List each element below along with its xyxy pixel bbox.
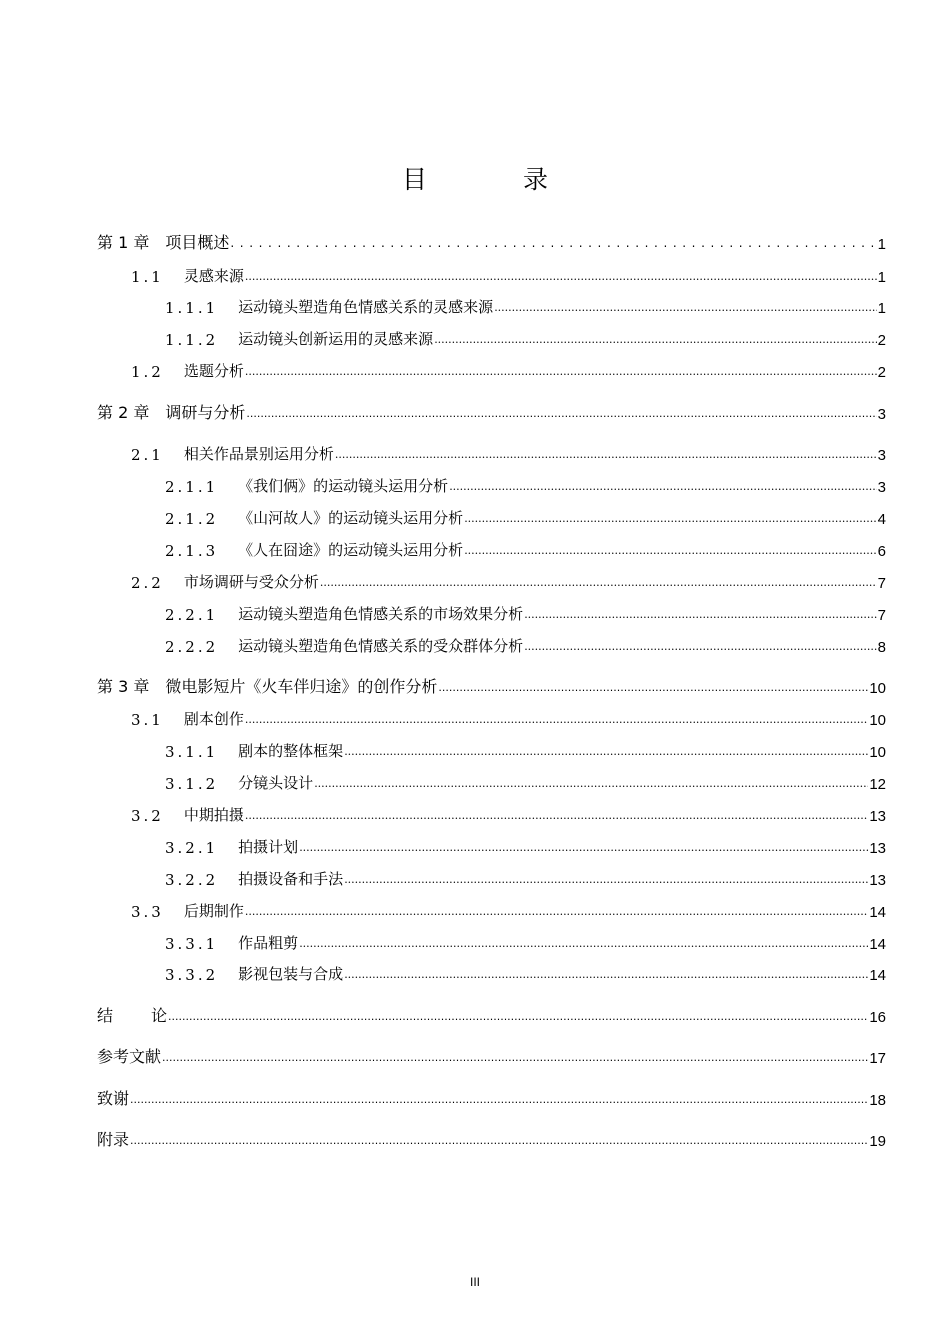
toc-entry-label: 作品粗剪	[238, 934, 299, 952]
toc-entry-number: 2.2.1	[165, 606, 219, 624]
toc-entry[interactable]	[165, 636, 886, 656]
toc-entry-page: 10	[869, 680, 886, 697]
toc-title: 目 录	[402, 165, 592, 194]
toc-entry-page: 16	[869, 1009, 886, 1026]
toc-entry-page: 10	[869, 744, 886, 761]
toc-entry-label: 市场调研与受众分析	[183, 573, 319, 591]
toc-entry-page: 17	[869, 1050, 886, 1067]
toc-entry-label: 致谢	[97, 1089, 130, 1108]
dot-leader	[245, 268, 877, 286]
dot-leader	[246, 404, 876, 423]
toc-entry-label: 项目概述	[165, 233, 230, 252]
toc-entry[interactable]	[165, 508, 886, 528]
toc-entry-label: 剧本的整体框架	[238, 742, 344, 760]
dot-leader	[320, 574, 877, 592]
toc-entry-number: 3.1	[131, 711, 164, 729]
toc-entry-page: 6	[877, 543, 886, 560]
toc-entry[interactable]	[97, 403, 886, 423]
toc-entry-page: 2	[877, 332, 886, 349]
dot-leader	[162, 1048, 868, 1067]
toc-entry-page: 3	[877, 479, 886, 496]
toc-entry-label: 附录	[97, 1130, 130, 1149]
dot-leader	[299, 935, 868, 953]
toc-entry-page: 1	[877, 269, 886, 286]
toc-entry-label: 运动镜头塑造角色情感关系的灵感来源	[238, 298, 494, 316]
toc-entry-number: 3.2	[131, 807, 164, 825]
toc-entry[interactable]	[165, 476, 886, 496]
toc-entry-page: 7	[877, 575, 886, 592]
toc-entry[interactable]	[165, 933, 886, 953]
toc-entry-number: 3.3.2	[165, 966, 219, 984]
dot-leader	[494, 299, 876, 317]
toc-entry-label: 拍摄设备和手法	[238, 870, 344, 888]
toc-entry-label: 影视包装与合成	[238, 965, 344, 983]
toc-entry-page: 3	[877, 447, 886, 464]
toc-entry-number: 3.3.1	[165, 935, 219, 953]
dot-leader	[434, 331, 876, 349]
toc-entry[interactable]	[131, 572, 886, 592]
toc-entry-label: 运动镜头塑造角色情感关系的受众群体分析	[238, 637, 524, 655]
dot-leader	[245, 807, 868, 825]
dot-leader	[438, 678, 868, 697]
toc-entry[interactable]	[165, 773, 886, 793]
toc-entry-page: 3	[877, 406, 886, 423]
toc-entry[interactable]	[97, 233, 886, 253]
dot-leader	[130, 1090, 868, 1109]
toc-entry-label: 《人在囧途》的运动镜头运用分析	[238, 541, 464, 559]
toc-entry-page: 10	[869, 712, 886, 729]
toc-entry[interactable]	[97, 1006, 886, 1026]
toc-entry-number: 3.2.1	[165, 839, 219, 857]
toc-entry[interactable]	[165, 741, 886, 761]
toc-entry-page: 1	[877, 236, 886, 253]
toc-entry-page: 18	[869, 1092, 886, 1109]
toc-entry[interactable]	[131, 709, 886, 729]
toc-entry-label: 剧本创作	[183, 710, 244, 728]
toc-entry-number: 3.1.1	[165, 743, 219, 761]
dot-leader	[524, 638, 876, 656]
toc-entry-number: 3.1.2	[165, 775, 219, 793]
toc-entry-label: 结论	[97, 1006, 206, 1025]
toc-entry-page: 14	[869, 967, 886, 984]
dot-leader	[314, 775, 868, 793]
dot-leader	[524, 606, 876, 624]
toc-entry[interactable]	[165, 540, 886, 560]
toc-entry[interactable]	[131, 805, 886, 825]
toc-entry[interactable]	[97, 677, 886, 697]
toc-entry-label: 《我们俩》的运动镜头运用分析	[238, 477, 449, 495]
toc-entry-label: 运动镜头创新运用的灵感来源	[238, 330, 434, 348]
toc-entry-number: 1.1.2	[165, 331, 219, 349]
toc-entry[interactable]	[97, 1089, 886, 1109]
toc-entry-label: 参考文献	[97, 1047, 162, 1066]
toc-entry-number: 2.1	[131, 446, 164, 464]
toc-entry[interactable]	[131, 901, 886, 921]
toc-entry[interactable]	[165, 604, 886, 624]
toc-entry-number: 第 2 章	[97, 403, 150, 422]
toc-entry-label: 中期拍摄	[183, 806, 244, 824]
toc-entry[interactable]	[165, 837, 886, 857]
toc-entry-number: 2.1.2	[165, 510, 219, 528]
toc-entry-label: 选题分析	[183, 362, 244, 380]
toc-entry[interactable]	[165, 297, 886, 317]
toc-entry[interactable]	[165, 964, 886, 984]
toc-entry-page: 19	[869, 1133, 886, 1150]
dot-leader	[245, 903, 868, 921]
dot-leader	[464, 510, 876, 528]
toc-entry-label: 拍摄计划	[238, 838, 299, 856]
dot-leader	[449, 478, 876, 496]
toc-entry-number: 1.1.1	[165, 299, 219, 317]
toc-entry-number: 3.3	[131, 903, 164, 921]
dot-leader	[299, 839, 868, 857]
toc-entry-page: 14	[869, 904, 886, 921]
dot-leader	[168, 1007, 868, 1026]
page-number-footer: III	[469, 1275, 480, 1289]
toc-entry-label: 调研与分析	[165, 403, 246, 422]
toc-entry-number: 第 3 章	[97, 677, 150, 696]
toc-entry-page: 14	[869, 936, 886, 953]
dot-leader	[245, 711, 868, 729]
toc-entry[interactable]	[97, 1047, 886, 1067]
toc-entry-number: 3.2.2	[165, 871, 219, 889]
toc-entry-page: 7	[877, 607, 886, 624]
toc-entry[interactable]	[97, 1130, 886, 1150]
toc-entry-page: 13	[869, 872, 886, 889]
toc-entry[interactable]	[165, 869, 886, 889]
toc-entry[interactable]	[165, 329, 886, 349]
toc-entry-label: 《山河故人》的运动镜头运用分析	[238, 509, 464, 527]
toc-entry-label: 相关作品景别运用分析	[183, 445, 334, 463]
toc-entry-page: 4	[877, 511, 886, 528]
dot-leader	[464, 542, 876, 560]
toc-entry-page: 13	[869, 840, 886, 857]
toc-entry[interactable]	[131, 361, 886, 381]
toc-entry-number: 1.1	[131, 268, 164, 286]
toc-entry-label: 微电影短片《火车伴归途》的创作分析	[165, 677, 438, 696]
dot-leader	[335, 446, 877, 464]
dot-leader	[344, 871, 868, 889]
toc-entry-label: 运动镜头塑造角色情感关系的市场效果分析	[238, 605, 524, 623]
dot-leader	[344, 743, 868, 761]
toc-entry-page: 12	[869, 776, 886, 793]
dot-leader	[130, 1131, 868, 1150]
toc-entry-label: 后期制作	[183, 902, 244, 920]
toc-entry-number: 第 1 章	[97, 233, 150, 252]
toc-entry-label: 分镜头设计	[238, 774, 314, 792]
dot-leader	[245, 363, 877, 381]
toc-entry-page: 13	[869, 808, 886, 825]
dot-leader	[344, 966, 868, 984]
toc-entry[interactable]	[131, 444, 886, 464]
toc-entry-number: 2.1.3	[165, 542, 219, 560]
toc-entry-page: 8	[877, 639, 886, 656]
toc-entry-number: 2.1.1	[165, 478, 219, 496]
toc-entry[interactable]	[131, 266, 886, 286]
toc-entry-number: 1.2	[131, 363, 164, 381]
toc-entry-number: 2.2.2	[165, 638, 219, 656]
toc-entry-page: 2	[877, 364, 886, 381]
toc-entry-number: 2.2	[131, 574, 164, 592]
dot-leader	[230, 234, 876, 253]
toc-entry-page: 1	[877, 300, 886, 317]
toc-entry-label: 灵感来源	[183, 267, 244, 285]
